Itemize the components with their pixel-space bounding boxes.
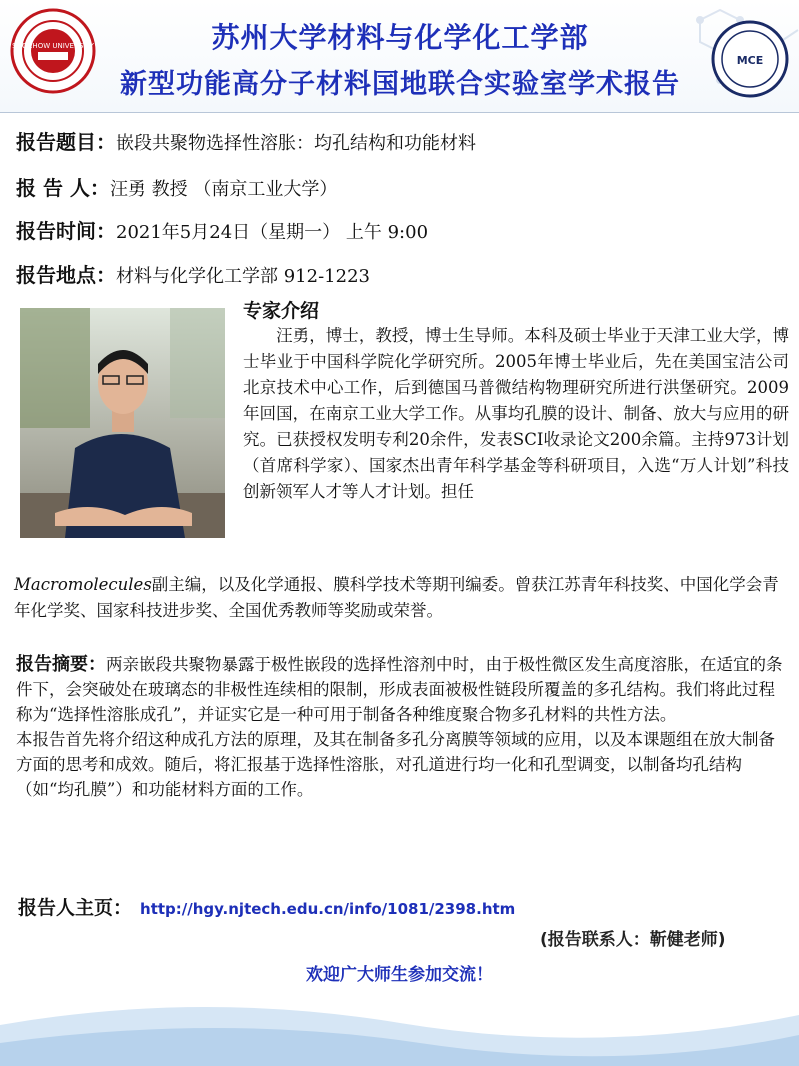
place-label: 报告地点：	[16, 263, 116, 287]
topic-row	[16, 126, 476, 155]
logo-right-text: MCE	[736, 54, 764, 67]
soochow-university-logo	[10, 8, 96, 94]
footer-wave-decoration	[0, 985, 799, 1066]
abstract-para2: 本报告首先将介绍这种成孔方法的原理，及其在制备多孔分离膜等领域的应用，以及本课题组在放大制备方面的思考和成效。随后，将汇报基于选择性溶胀，对孔道进行均一化和孔型调变，以制备均孔结构（如“均孔膜”）和功能材料方面的工作。	[16, 730, 775, 799]
bio-paragraph-wrap	[243, 323, 789, 505]
abstract-label: 报告摘要：	[16, 654, 106, 675]
abstract-section	[16, 652, 788, 802]
abstract-para1: 两亲嵌段共聚物暴露于极性嵌段的选择性溶剂中时，由于极性微区发生高度溶胀，在适宜的条件下，会突破处在玻璃态的非极性连续相的限制，形成表面被极性链段所覆盖的多孔结构。我们将此过程称为“选择性溶胀成孔”，并证实它是一种可用于制备各种维度聚合物多孔材料的共性方法。	[16, 655, 783, 724]
topic-label: 报告题目：	[16, 130, 116, 154]
speaker-label: 报 告 人：	[16, 176, 110, 200]
bio-text-rest: 副主编，以及化学通报、膜科学技术等期刊编委。曾获江苏青年科技奖、中国化学会青年化学奖、国家科技进步奖、全国优秀教师等奖励或荣誉。	[14, 575, 779, 620]
homepage-link[interactable]: http://hgy.njtech.edu.cn/info/1081/2398.htm	[140, 900, 516, 918]
bio-journal-name: Macromolecules	[14, 575, 152, 594]
speaker-photo	[20, 308, 225, 538]
place-row	[16, 259, 370, 288]
header-title-line2: 新型功能高分子材料国地联合实验室学术报告	[120, 69, 680, 100]
homepage-row	[18, 893, 515, 920]
contact-note: (报告联系人：靳健老师)	[540, 930, 726, 950]
logo-left-text: SOOCHOW UNIVERSITY	[12, 42, 94, 50]
time-row	[16, 215, 428, 244]
time-label: 报告时间：	[16, 219, 116, 243]
bio-text-main: 汪勇，博士，教授，博士生导师。本科及硕士毕业于天津工业大学，博士毕业于中国科学院化学研究所。2005年博士毕业后，先在美国宝洁公司北京技术中心工作，后到德国马普微结构物理研究所进行洪堡研究。2009年回国，在南京工业大学工作。从事均孔膜的设计、制备、放大与应用的研究。已获授权发明专利20余件，发表SCI收录论文200余篇。主持973计划（首席科学家）、国家杰出青年科学基金等科研项目，入选“万人计划”科技创新领军人才等人才计划。担任	[243, 326, 789, 501]
poster-header	[0, 0, 799, 113]
speaker-row	[16, 172, 337, 201]
speaker-value: 汪勇 教授 （南京工业大学）	[109, 179, 338, 200]
time-value: 2021年5月24日（星期一） 上午 9:00	[116, 222, 429, 243]
homepage-label: 报告人主页：	[18, 897, 133, 919]
college-logo	[710, 14, 790, 104]
topic-value: 嵌段共聚物选择性溶胀：均孔结构和功能材料	[116, 133, 476, 154]
place-value: 材料与化学化工学部 912-1223	[116, 266, 370, 287]
welcome-message: 欢迎广大师生参加交流！	[306, 965, 493, 985]
bio-paragraph-full	[14, 572, 789, 624]
bio-heading: 专家介绍	[243, 300, 320, 322]
header-title-line1: 苏州大学材料与化学化工学部	[211, 21, 589, 54]
